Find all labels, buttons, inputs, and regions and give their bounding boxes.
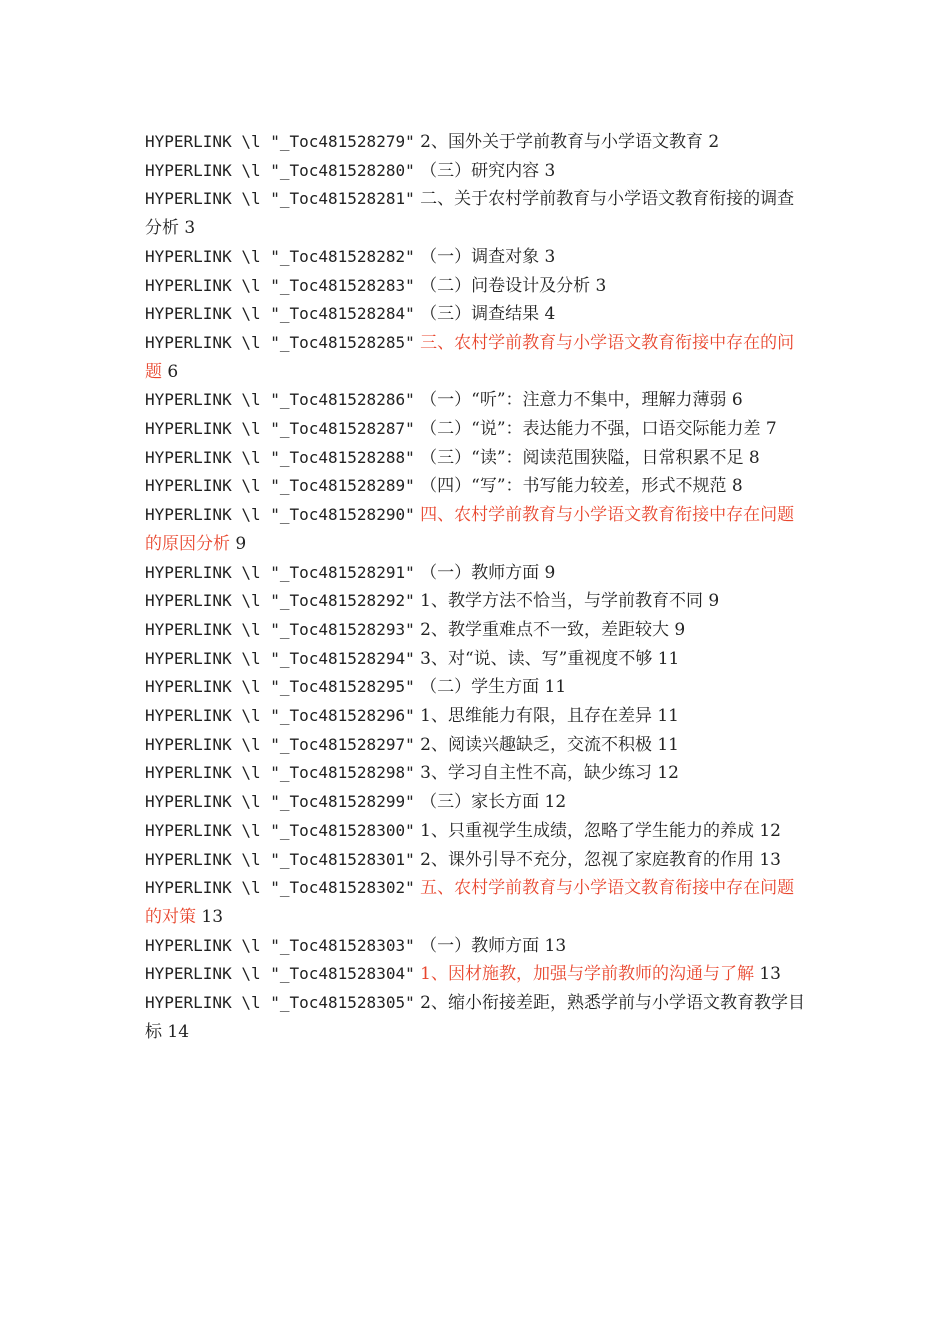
page-number: 11 — [544, 677, 567, 698]
toc-entry[interactable] — [145, 989, 810, 1046]
toc-title: 1、只重视学生成绩，忽略了学生能力的养成 — [420, 820, 754, 841]
page-number: 6 — [731, 390, 743, 411]
field-code: HYPERLINK \l "_Toc481528281" — [145, 189, 415, 209]
toc-title: 四、农村学前教育与小学语文教育衔接中存在问题的原因分析 — [145, 505, 795, 554]
field-code: HYPERLINK \l "_Toc481528291" — [145, 562, 415, 582]
page-number: 11 — [657, 648, 680, 669]
toc-title: 2、缩小衔接差距，熟悉学前与小学语文教育教学目标 — [145, 993, 805, 1042]
toc-title: （四）“写”：书写能力较差，形式不规范 — [420, 476, 727, 497]
field-code: HYPERLINK \l "_Toc481528288" — [145, 447, 415, 467]
toc-entry[interactable] — [145, 846, 810, 875]
toc-title: （一）调查对象 — [420, 246, 540, 267]
toc-entry[interactable] — [145, 616, 810, 645]
field-code: HYPERLINK \l "_Toc481528302" — [145, 878, 415, 898]
page-number: 9 — [544, 562, 556, 583]
toc-entry[interactable] — [145, 329, 810, 386]
page-number: 13 — [759, 849, 781, 870]
field-code: HYPERLINK \l "_Toc481528295" — [145, 677, 415, 697]
toc-entry[interactable] — [145, 243, 810, 272]
field-code: HYPERLINK \l "_Toc481528303" — [145, 935, 415, 955]
field-code: HYPERLINK \l "_Toc481528286" — [145, 390, 415, 410]
field-code: HYPERLINK \l "_Toc481528305" — [145, 993, 415, 1013]
toc-title: （一）教师方面 — [420, 935, 540, 956]
field-code: HYPERLINK \l "_Toc481528294" — [145, 648, 415, 668]
field-code: HYPERLINK \l "_Toc481528292" — [145, 591, 415, 611]
field-code: HYPERLINK \l "_Toc481528300" — [145, 820, 415, 840]
field-code: HYPERLINK \l "_Toc481528282" — [145, 246, 415, 266]
toc-title: （二）学生方面 — [420, 677, 540, 698]
toc-entry[interactable] — [145, 128, 810, 157]
toc-title: 2、国外关于学前教育与小学语文教育 — [420, 132, 703, 152]
toc-entry[interactable] — [145, 272, 810, 301]
toc-entry[interactable] — [145, 386, 810, 415]
field-code: HYPERLINK \l "_Toc481528298" — [145, 763, 415, 783]
page-number: 9 — [674, 619, 686, 640]
page-number: 2 — [708, 132, 720, 152]
page-number: 9 — [235, 533, 247, 554]
toc-entry[interactable] — [145, 759, 810, 788]
field-code: HYPERLINK \l "_Toc481528280" — [145, 160, 415, 180]
page-number: 12 — [544, 792, 567, 813]
page-number: 11 — [657, 734, 679, 755]
toc-entry[interactable] — [145, 587, 810, 616]
page-number: 8 — [748, 447, 760, 468]
toc-entry[interactable] — [145, 300, 810, 329]
toc-title: （三）调查结果 — [420, 304, 540, 325]
page-number: 11 — [657, 706, 679, 727]
toc-title: （二）“说”：表达能力不强，口语交际能力差 — [420, 419, 761, 440]
toc-title: （三）家长方面 — [420, 792, 540, 813]
toc-title: （一）“听”：注意力不集中，理解力薄弱 — [420, 390, 727, 411]
toc-title: 2、阅读兴趣缺乏，交流不积极 — [420, 734, 652, 755]
toc-title: （三）研究内容 — [420, 160, 540, 181]
toc-entry[interactable] — [145, 817, 810, 846]
page-number: 12 — [657, 763, 679, 784]
page-number: 3 — [544, 160, 556, 181]
page-number: 8 — [731, 476, 743, 497]
toc-entry[interactable] — [145, 185, 810, 242]
toc-entry[interactable] — [145, 559, 810, 588]
toc-entry[interactable] — [145, 731, 810, 760]
page-number: 4 — [544, 304, 556, 325]
toc-title: 1、思维能力有限，且存在差异 — [420, 706, 652, 727]
field-code: HYPERLINK \l "_Toc481528290" — [145, 505, 415, 525]
toc-entry[interactable] — [145, 960, 810, 989]
toc-title: 1、因材施教，加强与学前教师的沟通与了解 — [420, 964, 754, 985]
page-number: 13 — [759, 964, 781, 985]
toc-title: （二）问卷设计及分析 — [420, 275, 591, 296]
toc-entry[interactable] — [145, 444, 810, 473]
field-code: HYPERLINK \l "_Toc481528296" — [145, 706, 415, 726]
page-number: 3 — [184, 218, 196, 239]
toc-entry[interactable] — [145, 874, 810, 931]
page-number: 14 — [167, 1021, 190, 1042]
field-code: HYPERLINK \l "_Toc481528289" — [145, 476, 415, 496]
field-code: HYPERLINK \l "_Toc481528287" — [145, 419, 415, 439]
toc-entry[interactable] — [145, 157, 810, 186]
toc-entry[interactable] — [145, 472, 810, 501]
field-code: HYPERLINK \l "_Toc481528285" — [145, 332, 415, 352]
page-number: 13 — [201, 906, 224, 927]
field-code: HYPERLINK \l "_Toc481528293" — [145, 619, 415, 639]
field-code: HYPERLINK \l "_Toc481528284" — [145, 304, 415, 324]
field-code: HYPERLINK \l "_Toc481528297" — [145, 734, 415, 754]
toc-title: 3、对“说、读、写”重视度不够 — [420, 648, 653, 669]
field-code: HYPERLINK \l "_Toc481528304" — [145, 964, 415, 984]
toc-entry[interactable] — [145, 501, 810, 558]
toc-entry[interactable] — [145, 702, 810, 731]
field-code: HYPERLINK \l "_Toc481528299" — [145, 792, 415, 812]
toc-title: 五、农村学前教育与小学语文教育衔接中存在问题的对策 — [145, 878, 795, 927]
toc-title: 2、教学重难点不一致，差距较大 — [420, 619, 669, 640]
toc-entry[interactable] — [145, 788, 810, 817]
toc-title: 2、课外引导不充分，忽视了家庭教育的作用 — [420, 849, 754, 870]
page-number: 13 — [544, 935, 567, 956]
toc-title: 3、学习自主性不高，缺少练习 — [420, 763, 652, 784]
field-code: HYPERLINK \l "_Toc481528283" — [145, 275, 415, 295]
field-code: HYPERLINK \l "_Toc481528279" — [145, 132, 415, 151]
toc-entry[interactable] — [145, 645, 810, 674]
field-code: HYPERLINK \l "_Toc481528301" — [145, 849, 415, 869]
page-number: 7 — [765, 419, 777, 440]
page-number: 6 — [167, 361, 179, 382]
page-number: 3 — [544, 246, 556, 267]
page-number: 9 — [708, 591, 720, 612]
toc-title: 1、教学方法不恰当，与学前教育不同 — [420, 591, 703, 612]
toc-title: （一）教师方面 — [420, 562, 540, 583]
toc-entry[interactable] — [145, 415, 810, 444]
page-number: 3 — [595, 275, 607, 296]
toc-title: 三、农村学前教育与小学语文教育衔接中存在的问题 — [145, 332, 795, 382]
table-of-contents — [145, 128, 810, 1047]
toc-entry[interactable] — [145, 673, 810, 702]
page-number: 12 — [759, 820, 781, 841]
toc-title: 二、关于农村学前教育与小学语文教育衔接的调查分析 — [145, 189, 795, 239]
toc-title: （三）“读”：阅读范围狭隘，日常积累不足 — [420, 447, 744, 468]
toc-entry[interactable] — [145, 932, 810, 961]
